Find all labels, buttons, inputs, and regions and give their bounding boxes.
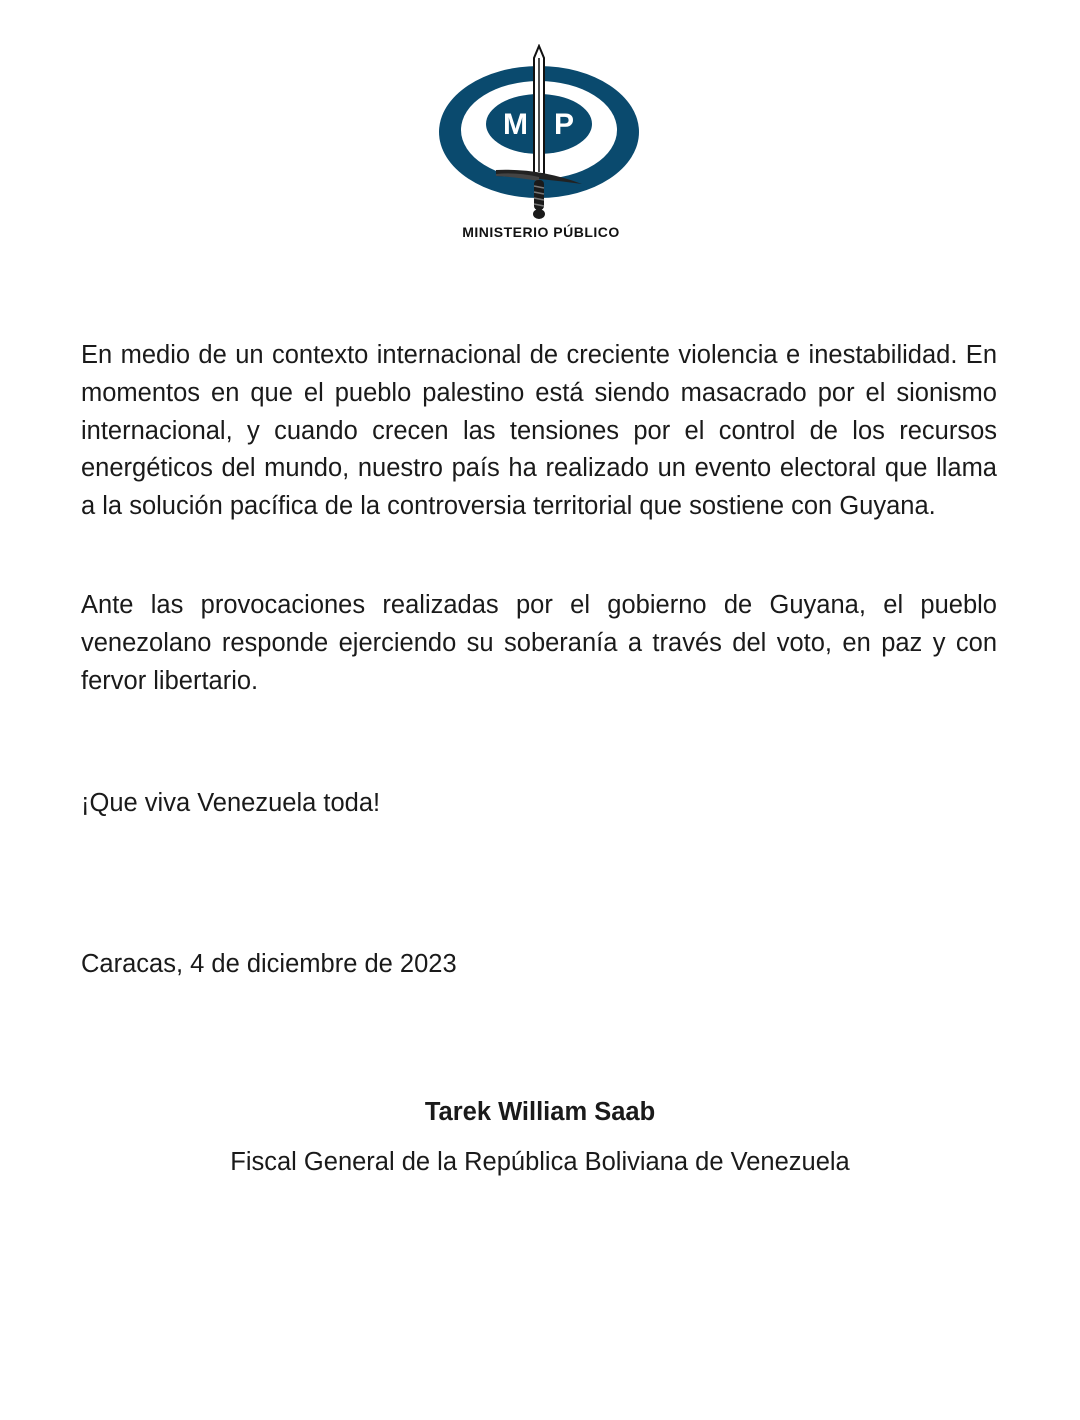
signatory-title: Fiscal General de la República Boliviana de Venezuela (230, 1148, 850, 1176)
logo-emblem (436, 44, 646, 224)
statement-paragraph-1: En medio de un contexto internacional de creciente violencia e inestabilidad. En momentos en que el pueblo palestino está siendo masacrado por el sionismo internacional, y cuando crecen las tensiones por el control de los recursos energéticos del mundo, nuestro país ha realizado un evento electoral que llama a la solución pacífica de la controversia territorial que sostiene con Guyana. (81, 341, 997, 521)
logo-letter-m: M (503, 108, 528, 141)
institution-name: MINISTERIO PÚBLICO (462, 224, 620, 240)
closing-line: ¡Que viva Venezuela toda! (81, 789, 381, 817)
statement-paragraph-2: Ante las provocaciones realizadas por el gobierno de Guyana, el pueblo venezolano responde ejerciendo su soberanía a través del voto, en paz y con fervor libertario. (81, 591, 997, 695)
ministerio-publico-logo (436, 44, 646, 244)
logo-letter-p: P (554, 108, 575, 141)
signatory-name: Tarek William Saab (424, 1098, 656, 1126)
place-and-date: Caracas, 4 de diciembre de 2023 (81, 950, 457, 978)
